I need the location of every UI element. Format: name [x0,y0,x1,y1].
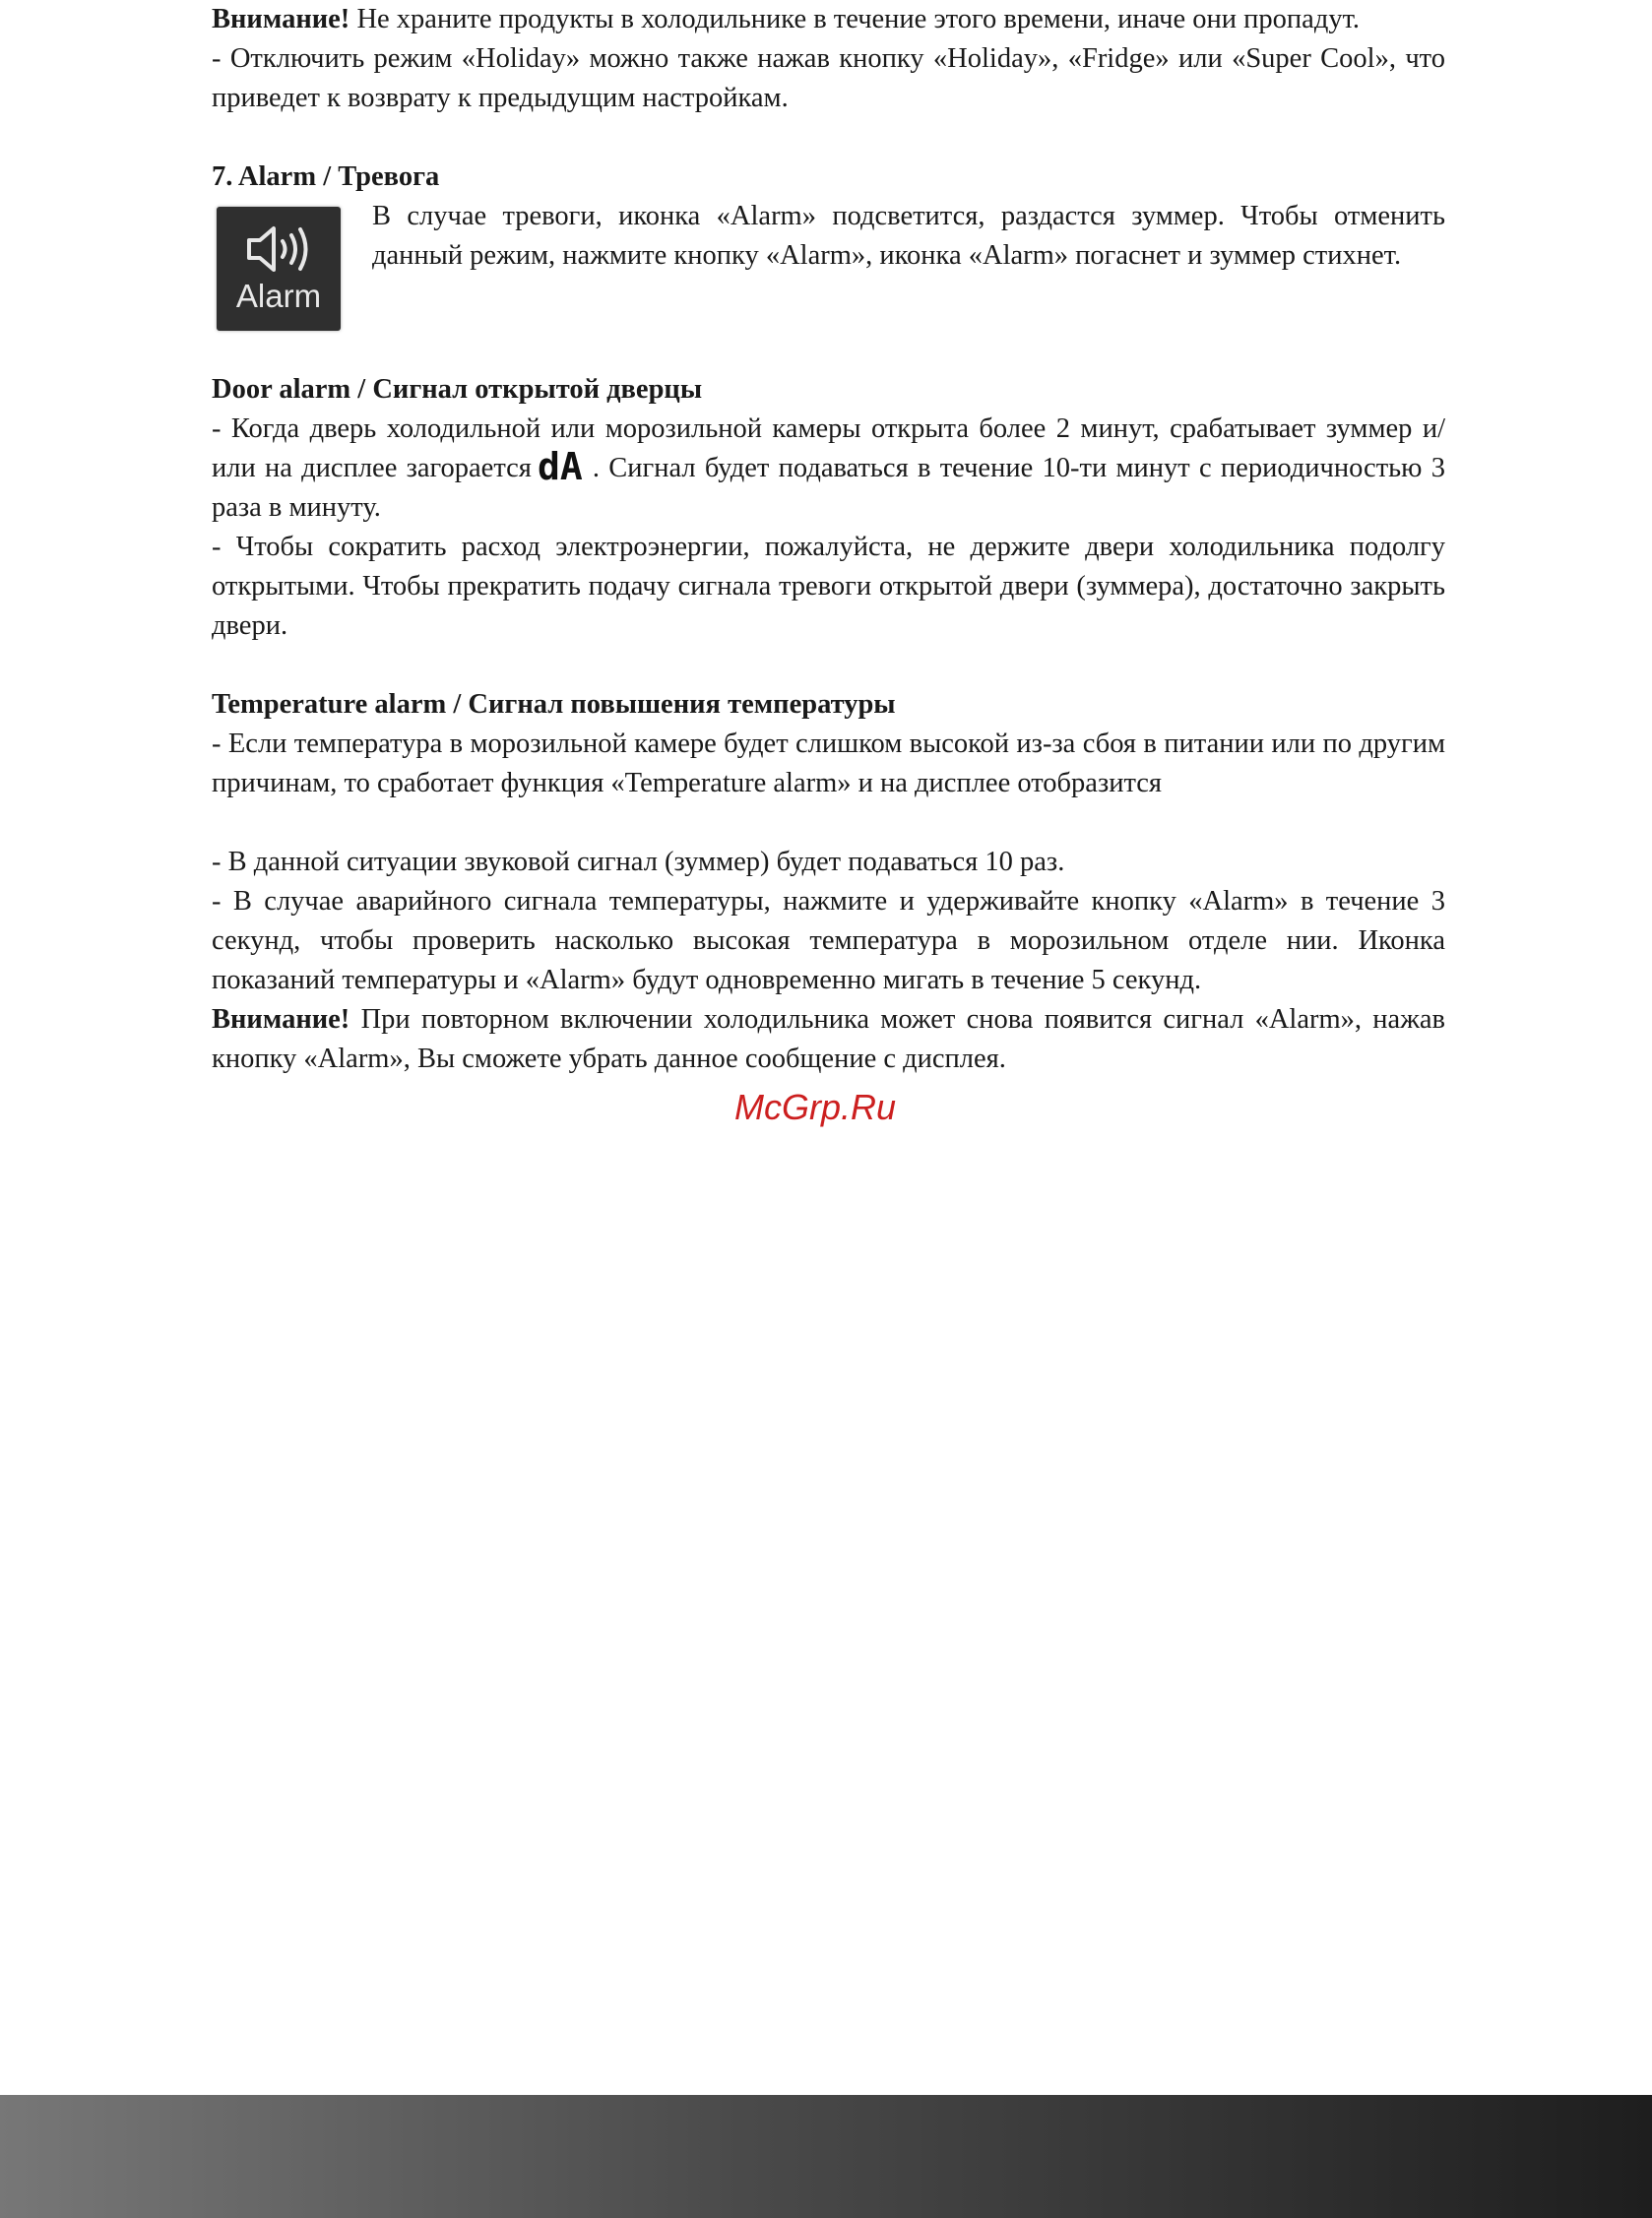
spacer [212,646,1445,685]
display-code-da [538,451,589,482]
warning-label: Внимание! [212,4,350,34]
speaker-icon [243,222,314,276]
door-alarm-text-before: - Когда дверь холодильной или морозильной камеры открыта более 2 минут, срабатывает зуммер и/или на дисплее загорается [212,413,1445,483]
door-alarm-paragraph-1 [212,410,1445,528]
warning-text: При повторном включении холодильника может снова появится сигнал «Alarm», нажав кнопку «Alarm», Вы сможете убрать данное сообщение с дисплея. [212,1004,1445,1074]
warning-label: Внимание! [212,1004,350,1035]
spacer [212,118,1445,158]
holiday-off-paragraph: - Отключить режим «Holiday» можно также нажав кнопку «Holiday», «Fridge» или «Super Cool», что приведет к возврату к предыдущим настройкам. [212,43,1445,113]
alarm-button-image [217,207,341,331]
display-code-text: dA [537,451,583,482]
alarm-icon-label: Alarm [235,278,322,314]
door-alarm-paragraph-2: - Чтобы сократить расход электроэнергии, пожалуйста, не держите двери холодильника подолгу открытыми. Чтобы прекратить подачу сигнала тревоги открытой двери (зуммера), достаточно закрыть двери. [212,532,1445,641]
alarm-heading: 7. Alarm / Тревога [212,161,440,192]
door-alarm-heading: Door alarm / Сигнал открытой дверцы [212,374,703,405]
watermark: McGrp.Ru [734,1087,897,1127]
temp-alarm-paragraph-3: - В случае аварийного сигнала температуры, нажмите и удерживайте кнопку «Alarm» в течение 3 секунд, чтобы проверить насколько высокая температура в морозильном отделе нии. Иконка показаний температуры и «Alarm» будут одновременно мигать в течение 5 секунд. [212,886,1445,995]
intro-warning [212,0,1445,39]
temp-alarm-paragraph-1: - Если температура в морозильной камере будет слишком высокой из-за сбоя в питании или по другим причинам, то сработает функция «Temperature alarm» и на дисплее отобразится [212,729,1445,798]
warning-text: Не храните продукты в холодильнике в течение этого времени, иначе они пропадут. [349,4,1361,34]
alarm-block [212,197,1445,331]
footer-bar [0,2095,1652,2218]
alarm-description: В случае тревоги, иконка «Alarm» подсветится, раздастся зуммер. Чтобы отменить данный режим, нажмите кнопку «Alarm», иконка «Alarm» погаснет и зуммер стихнет. [372,201,1445,271]
door-alarm-text-after: . Сигнал будет подаваться в течение 10-ти минут с периодичностью 3 раза в минуту. [212,453,1445,523]
spacer [212,803,1445,843]
temp-alarm-warning [212,1000,1445,1079]
temp-alarm-paragraph-2: - В данной ситуации звуковой сигнал (зуммер) будет подаваться 10 раз. [212,847,1065,877]
spacer [212,331,1445,370]
document-body [212,0,1445,1079]
temp-alarm-heading: Temperature alarm / Сигнал повышения температуры [212,689,896,720]
